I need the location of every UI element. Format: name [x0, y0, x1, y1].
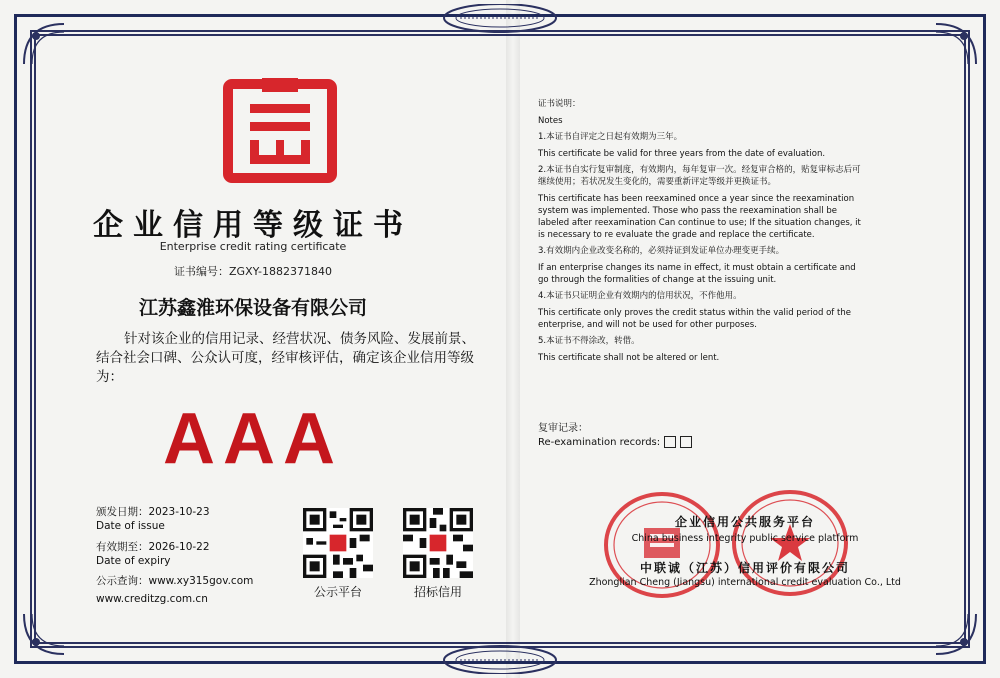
qr-label-tender-credit: 招标信用 [413, 585, 462, 599]
credit-grade: AAA [163, 399, 343, 479]
reexam-checkbox-2[interactable] [680, 436, 692, 448]
note-item: 1.本证书自评定之日起有效期为三年。 [538, 132, 683, 142]
note-item: 5.本证书不得涂改，转借。 [538, 336, 640, 346]
expiry-date: 有效期至：2026-10-22 [96, 541, 210, 553]
note-item: 2.本证书自实行复审制度，有效期内，每年复审一次。经复审合格的，贴复审标志后可继续使用；若状况发生变化的，需要重新评定等级并更换证书。 [538, 165, 861, 187]
note-item: This certificate shall not be altered or lent. [538, 352, 720, 363]
corner-ornament-top-right [932, 20, 980, 68]
issuer-agency-name-english: Zhonglian Cheng (Jiangsu) international credit evaluation Co., Ltd [589, 577, 901, 588]
query-website-2: www.creditzg.com.cn [96, 593, 208, 605]
certificate-title: 企业信用等级证书 [93, 208, 413, 243]
qr-label-platform: 公示平台 [313, 585, 362, 599]
note-item: 4.本证书只证明企业有效期内的信用状况，不作他用。 [538, 291, 742, 301]
issue-date: 颁发日期：2023-10-23 [96, 506, 210, 518]
reexam-label: Re-examination records: [538, 437, 661, 448]
certificate-body-text: 针对该企业的信用记录、经营状况、债务风险、发展前景、结合社会口碑、公众认可度，经审核评估，确定该企业信用等级为： [96, 331, 475, 385]
note-item: 3.有效期内企业改变名称的，必须持证到发证单位办理变更手续。 [538, 246, 785, 256]
page-fold [506, 0, 520, 678]
credit-seal-logo [222, 78, 338, 184]
issuer-agency-name: 中联诚（江苏）信用评价有限公司 [639, 561, 850, 575]
issue-date-english: Date of issue [96, 520, 165, 532]
bottom-center-ornament [440, 634, 560, 674]
reexamination-records [538, 422, 692, 450]
note-item: If an enterprise changes its name in effect, it must obtain a certificate and go through the formalities of change at the issuing unit. [538, 262, 856, 285]
notes-heading: 证书说明： [538, 99, 581, 109]
qr-code-platform[interactable] [303, 508, 373, 578]
certificate-notes [538, 98, 868, 368]
corner-ornament-bottom-right [932, 610, 980, 658]
company-name: 江苏鑫淮环保设备有限公司 [138, 297, 367, 319]
notes-heading-english: Notes [538, 115, 563, 126]
note-item: This certificate only proves the credit status within the valid period of the enterprise, and will not be used for other purposes. [538, 307, 851, 330]
top-center-ornament [440, 4, 560, 44]
note-item: This certificate be valid for three years from the date of evaluation. [538, 148, 826, 159]
issuer-platform-name-english: China business integrity public service platform [631, 533, 859, 544]
expiry-date-english: Date of expiry [96, 555, 171, 567]
certificate-title-english: Enterprise credit rating certificate [159, 240, 347, 253]
certificate-number: 证书编号：ZGXY-1882371840 [174, 265, 332, 278]
corner-ornament-bottom-left [20, 610, 68, 658]
issuer-platform-name: 企业信用公共服务平台 [674, 515, 815, 529]
reexam-checkbox-1[interactable] [664, 436, 676, 448]
qr-code-tender-credit[interactable] [403, 508, 473, 578]
reexam-heading: 复审记录： [538, 423, 588, 434]
corner-ornament-top-left [20, 20, 68, 68]
query-website: 公示查询：www.xy315gov.com [96, 575, 254, 587]
note-item: This certificate has been reexamined once a year since the reexamination system was implemented. Those who pass the reexamination shall be labeled after reexamination Can continue to use; If the situation changes, it is necessary to re evaluate the grade and replace the certificate. [538, 193, 861, 240]
